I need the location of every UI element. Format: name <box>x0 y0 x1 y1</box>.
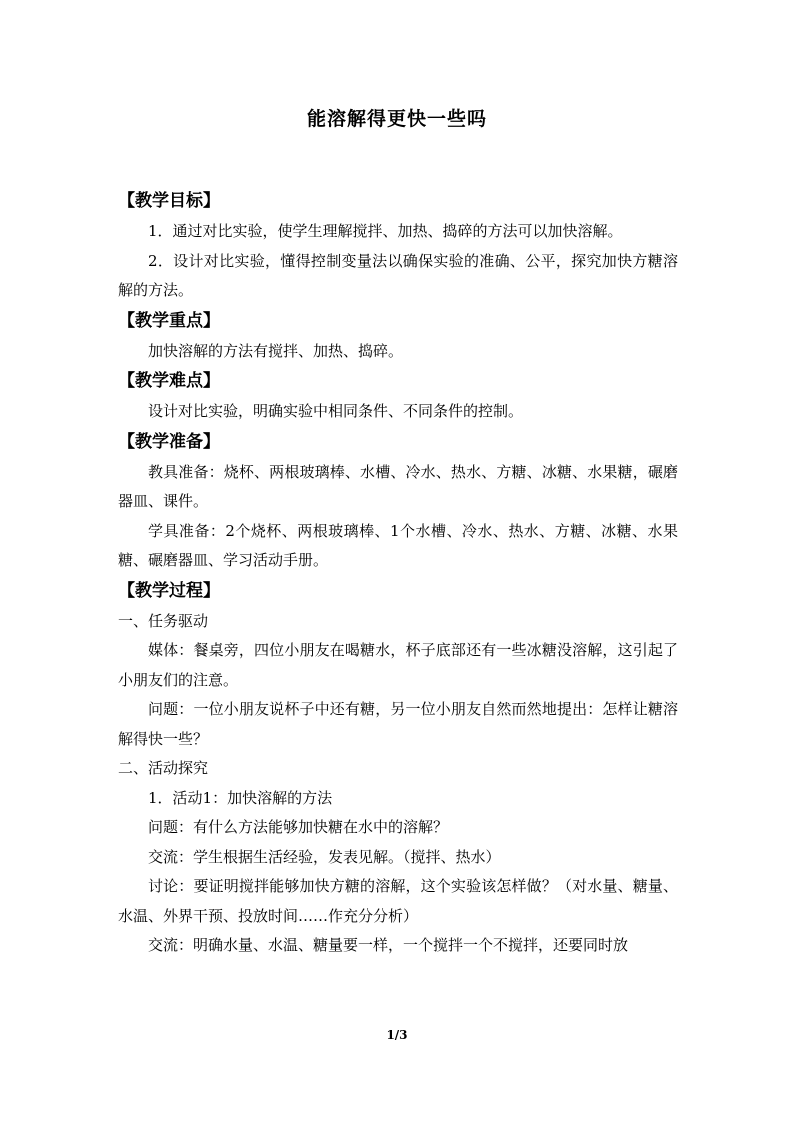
section-heading-key-points: 【教学重点】 <box>118 310 220 331</box>
preparation-paragraph: 教具准备：烧杯、两根玻璃棒、水槽、冷水、热水、方糖、冰糖、水果糖，碾磨器皿、课件。 <box>118 462 678 510</box>
section-heading-preparation: 【教学准备】 <box>118 431 220 452</box>
process-paragraph: 问题：一位小朋友说杯子中还有糖，另一位小朋友自然而然地提出：怎样让糖溶解得快一些？ <box>118 700 678 748</box>
process-paragraph: 问题：有什么方法能够加快糖在水中的溶解？ <box>148 818 449 836</box>
difficulty-paragraph: 设计对比实验，明确实验中相同条件、不同条件的控制。 <box>148 402 524 420</box>
section-heading-process: 【教学过程】 <box>118 580 220 601</box>
key-point-paragraph: 加快溶解的方法有搅拌、加热、捣碎。 <box>148 341 404 360</box>
process-part-title: 一、任务驱动 <box>118 611 209 630</box>
document-title: 能溶解得更快一些吗 <box>306 108 487 130</box>
process-paragraph: 1．活动1：加快溶解的方法 <box>148 788 333 807</box>
process-part-title: 二、活动探究 <box>118 759 209 777</box>
section-heading-objectives: 【教学目标】 <box>118 191 220 211</box>
document-body <box>118 186 678 961</box>
objective-paragraph: 1．通过对比实验，使学生理解搅拌、加热、捣碎的方法可以加快溶解。 <box>148 222 623 240</box>
section-heading-difficulties: 【教学难点】 <box>118 371 220 391</box>
process-paragraph: 媒体：餐桌旁，四位小朋友在喝糖水，杯子底部还有一些冰糖没溶解，这引起了小朋友们的注意。 <box>118 641 678 689</box>
objective-paragraph: 2．设计对比实验，懂得控制变量法以确保实验的准确、公平，探究加快方糖溶解的方法。 <box>118 251 678 299</box>
process-paragraph: 讨论：要证明搅拌能够加快方糖的溶解，这个实验该怎样做？（对水量、糖量、水温、外界干预、投放时间……作充分分析） <box>118 877 678 925</box>
page-number: 1/3 <box>386 1028 408 1042</box>
preparation-paragraph: 学具准备：2个烧杯、两根玻璃棒、1个水槽、冷水、热水、方糖、冰糖、水果糖、碾磨器皿、学习活动手册。 <box>118 521 678 569</box>
process-paragraph: 交流：学生根据生活经验，发表见解。（搅拌、热水） <box>148 847 501 866</box>
process-paragraph: 交流：明确水量、水温、糖量要一样，一个搅拌一个不搅拌，还要同时放 <box>148 936 629 954</box>
